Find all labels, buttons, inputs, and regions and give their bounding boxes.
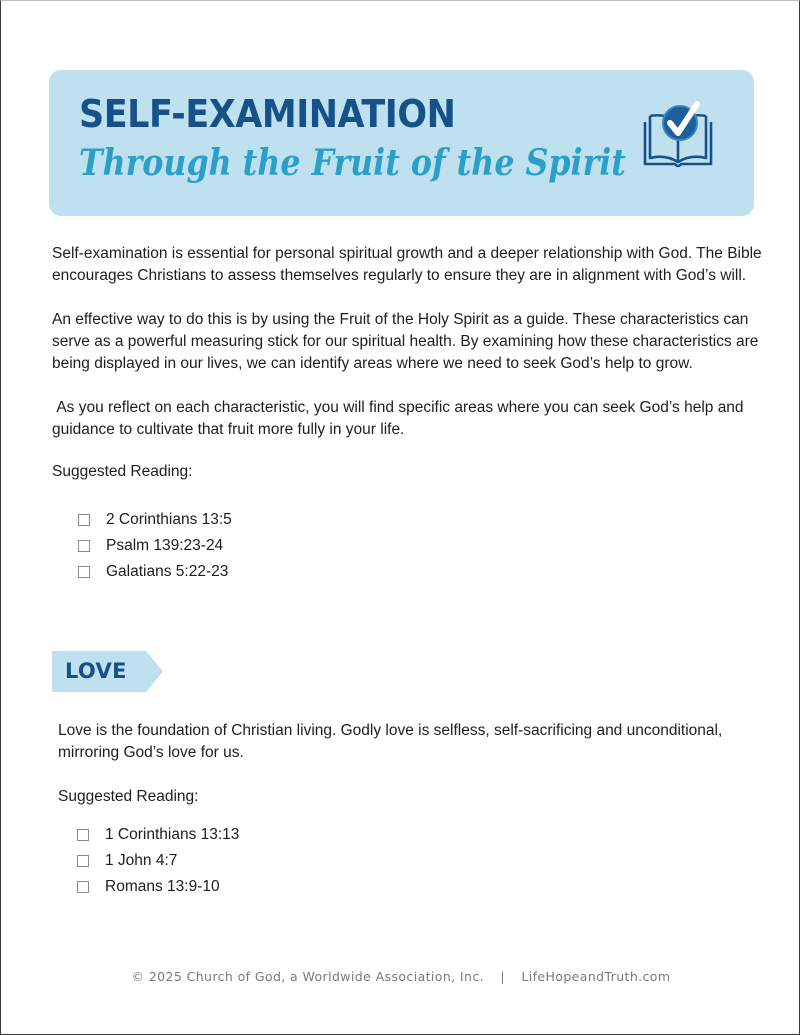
reading-label: 1 Corinthians 13:13 [105, 826, 240, 843]
love-section [58, 720, 758, 900]
reading-label: 2 Corinthians 13:5 [106, 511, 232, 528]
reading-item[interactable] [77, 848, 758, 874]
suggested-reading-label: Suggested Reading: [58, 788, 199, 805]
suggested-reading-list [58, 822, 758, 900]
page-title: SELF-EXAMINATION [79, 92, 456, 136]
checkbox[interactable] [78, 540, 90, 552]
footer-separator: | [500, 969, 505, 984]
header-banner [49, 70, 754, 216]
checkbox[interactable] [78, 514, 90, 526]
copyright-text: © 2025 Church of God, a Worldwide Association, Inc. [131, 969, 484, 984]
intro-paragraph: An effective way to do this is by using the Fruit of the Holy Spirit as a guide. These characteristics can serve as a powerful measuring stick for our spiritual health. By examining how these characteristics are being displayed in our lives, we can identify areas where we need to seek God’s help to grow. [52, 311, 759, 372]
section-tag-love [52, 651, 163, 692]
page-subtitle: Through the Fruit of the Spirit [79, 142, 626, 184]
checkbox[interactable] [77, 829, 89, 841]
reading-item[interactable] [78, 559, 762, 585]
reading-label: Galatians 5:22-23 [106, 563, 229, 580]
suggested-reading-label: Suggested Reading: [52, 463, 193, 480]
checkbox[interactable] [78, 566, 90, 578]
reading-label: Romans 13:9-10 [105, 878, 220, 895]
reading-label: 1 John 4:7 [105, 852, 178, 869]
reading-item[interactable] [77, 874, 758, 900]
checkbox[interactable] [77, 855, 89, 867]
checkbox[interactable] [77, 881, 89, 893]
reading-label: Psalm 139:23-24 [106, 537, 224, 554]
section-heading: LOVE [65, 659, 127, 683]
reading-item[interactable] [78, 507, 762, 533]
intro-section [52, 243, 762, 585]
website-link[interactable]: LifeHopeandTruth.com [521, 969, 671, 984]
footer [1, 969, 800, 984]
reading-item[interactable] [78, 533, 762, 559]
suggested-reading-list [52, 507, 762, 585]
book-checkmark-icon [637, 96, 719, 176]
intro-paragraph: Self-examination is essential for personal spiritual growth and a deeper relationship with God. The Bible encourages Christians to assess themselves regularly to ensure they are in alignment with God’s will. [52, 245, 762, 284]
section-description: Love is the foundation of Christian living. Godly love is selfless, self-sacrificing and unconditional, mirroring God’s love for us. [58, 722, 723, 761]
reading-item[interactable] [77, 822, 758, 848]
intro-paragraph: As you reflect on each characteristic, you will find specific areas where you can seek God’s help and guidance to cultivate that fruit more fully in your life. [52, 399, 748, 438]
